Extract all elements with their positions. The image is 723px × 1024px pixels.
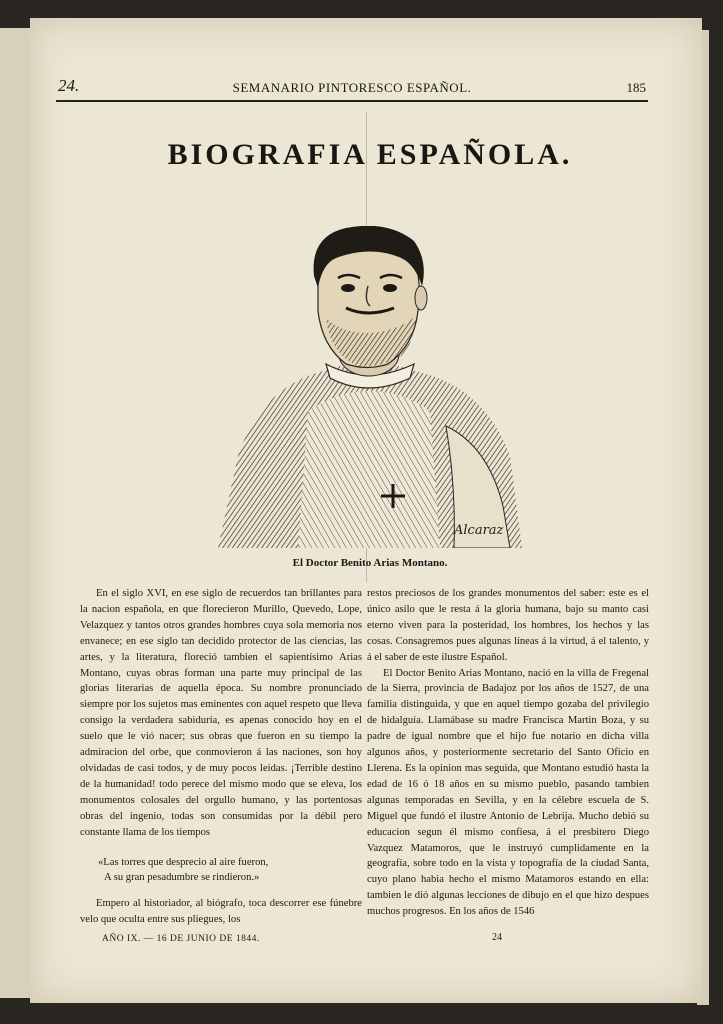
article-column-left [80, 586, 362, 928]
portrait-caption: El Doctor Benito Arias Montano. [292, 557, 448, 569]
verse-line: «Las torres que desprecio al aire fueron, [98, 856, 269, 868]
article-paragraph: restos preciosos de los grandes monumentos del saber: este es el único asilo que le resta á la gloria humana, bajo su manto casi eterno viven para la posteridad, los hombres, los hechos y las cosas. Consagremos pues algunas líneas á la virtud, á el talento, y á el saber de este ilustre Español. [367, 588, 649, 663]
portrait-engraving [218, 226, 522, 548]
article-paragraph: Empero al historiador, al biógrafo, toca descorrer ese fúnebre velo que oculta entre sus pliegues, los [80, 898, 362, 926]
verse-quote [98, 855, 362, 887]
engraver-signature: Alcaraz [454, 523, 504, 538]
article-paragraph: El Doctor Benito Arias Montano, nació en la villa de Fregenal de la Sierra, provincia de Badajoz por los años de 1527, de una familia distinguida, y que en aquel tiempo gozaba del privilegio de hidalguía. Llamábase su madre Francisca Martin Boza, y su padre de igual nombre que el hijo fue notario en dicha villa algunos años, y posteriormente secretario del Santo Oficio en Llerena. Es la opinion mas seguida, que Montano estudió hasta la edad de 16 ó 18 años en su mismo pueblo, pasando tambien algunas temporadas en Sevilla, y en la célebre escuela de S. Miguel que fundó el ilustre Antonio de Lebrija. Mucho debió su educacion segun él mismo confiesa, á el presbitero Diego Vazquez Matamoros, que le instruyó cumplidamente en la geografía, sobre todo en la vista y topografía de la ciudad Santa, cuyo plano habia hecho el mismo Matamoros estando en ella: tambien le dió algunas lecciones de dibujo en el que hizo despues muchos progresos. En los años de 1546 [367, 667, 649, 918]
verse-line: A su gran pesadumbre se rindieron.» [104, 872, 260, 884]
page-number: 185 [626, 80, 646, 95]
sheet-number: 24 [492, 932, 502, 943]
journal-title: SEMANARIO PINTORESCO ESPAÑOL. [232, 80, 472, 95]
article-paragraph: En el siglo XVI, en ese siglo de recuerdos tan brillantes para la nacion española, en que florecieron Murillo, Quevedo, Lope, Velazquez y tantos otros grandes hombres cuya sola memoria nos envanece; en ese siglo tan decidido protector de las ciencias, las artes, y la literatura, floreció tambien el sapientísimo Arias Montano, cuyas obras forman una parte muy principal de las glorias literarias de aquella época. Su nombre pronunciado siempre por los sujetos mas eminentes con aquel respeto que lleva consigo la verdadera sabiduría, es apenas conocido hoy en el suelo que le vió nacer; sus obras que fueron en su tiempo la admiracion del orbe, que conmovieron á las naciones, son hoy olvidadas de casi todos, y de muy pocos leidas. ¡Terrible destino de la humanidad! todo perece del mismo modo que se eleva, los monumentos colosales del orgullo humano, y las portentosas obras del ingenio, todas son consumidas por la débil pero constante llama de los tiempos [80, 588, 362, 838]
issue-date: AÑO IX. — 16 DE JUNIO DE 1844. [102, 934, 260, 944]
article-column-right [367, 586, 649, 920]
running-header [56, 74, 648, 102]
page-mark: 24. [58, 76, 80, 95]
section-title: BIOGRAFIA ESPAÑOLA. [167, 138, 573, 171]
